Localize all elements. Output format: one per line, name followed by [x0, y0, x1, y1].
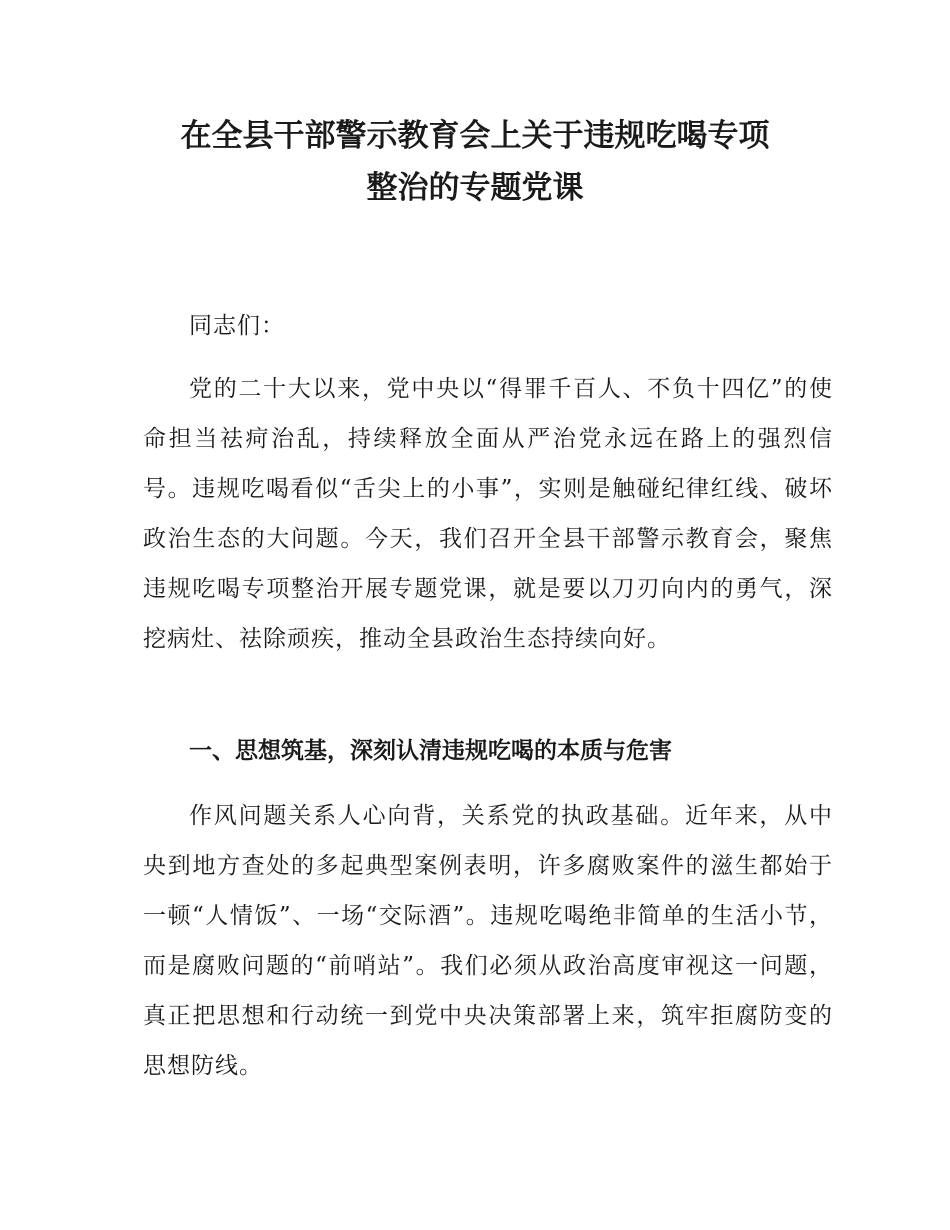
title-line-2: 整治的专题党课	[366, 170, 584, 206]
document-title	[60, 110, 890, 214]
title-line-1: 在全县干部警示教育会上关于违规吃喝专项	[180, 118, 770, 154]
section-1-paragraph: 作风问题关系人心向背，关系党的执政基础。近年来，从中央到地方查处的多起典型案例表明，许多腐败案件的滋生都始于一顿“人情饭”、一场“交际酒”。违规吃喝绝非简单的生活小节，而是腐败问题的“前哨站”。我们必须从政治高度审视这一问题，真正把思想和行动统一到党中央决策部署上来，筑牢拒腐防变的思想防线。	[143, 803, 833, 1079]
salutation: 同志们：	[189, 313, 285, 339]
intro-paragraph: 党的二十大以来，党中央以“得罪千百人、不负十四亿”的使命担当祛疴治乱，持续释放全面从严治党永远在路上的强烈信号。违规吃喝看似“舌尖上的小事”，实则是触碰纪律红线、破坏政治生态的大问题。今天，我们召开全县干部警示教育会，聚焦违规吃喝专项整治开展专题党课，就是要以刀刃向内的勇气，深挖病灶、祛除顽疾，推动全县政治生态持续向好。	[143, 376, 833, 652]
section-1-heading: 一、思想筑基，深刻认清违规吃喝的本质与危害	[189, 738, 672, 764]
